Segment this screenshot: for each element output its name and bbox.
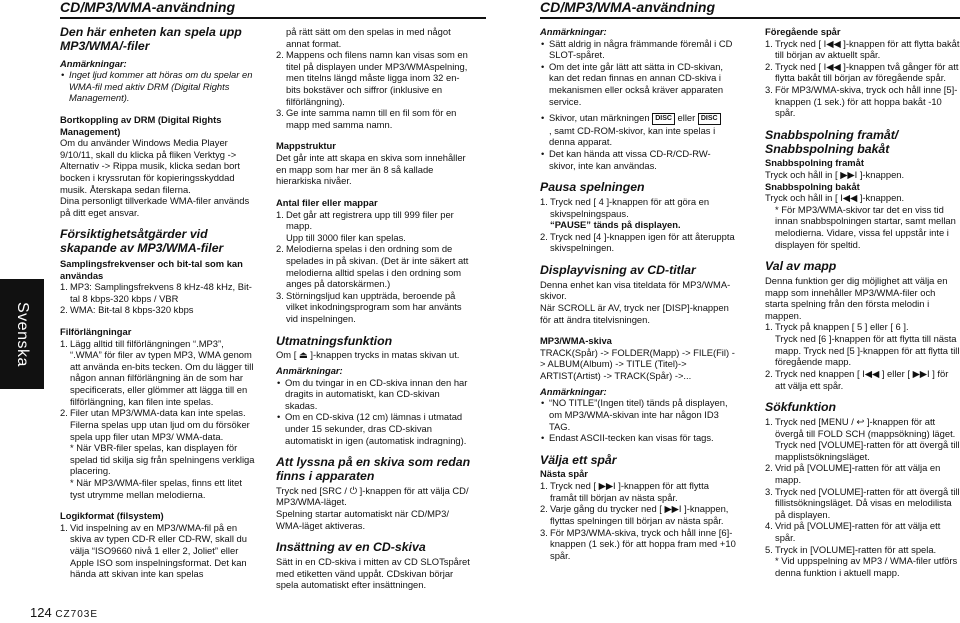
drm-title: Bortkoppling av DRM (Digital Rights Management) <box>60 113 222 137</box>
column-3 <box>540 26 736 561</box>
drm-body: Om du använder Windows Media Player 9/10/11, skall du klicka på fliken Verktyg -> Alternativ -> Rippa musik, klicka sedan bort bocken i kryssrutan för kopieringsskyddad musik. Återskapa sedan filerna. <box>60 137 241 195</box>
subheading-fast-forward: Snabbspolning framåt <box>765 157 864 169</box>
subheading-frequency: Samplingsfrekvenser och bit-tal som kan användas <box>60 257 243 281</box>
list-item: 1. Tryck ned [ ▶▶I ]-knappen för att flytta framåt till början av nästa spår. <box>540 480 736 503</box>
section-heading-drm: Den här enheten kan spela upp MP3/WMA/-filer <box>60 25 242 53</box>
note-text: , samt CD-ROM-skivor, kan inte spelas i denna apparat. <box>549 124 716 148</box>
section-heading-listen: Att lyssna på en skiva som redan finns i apparaten <box>276 455 471 484</box>
list-item: 3. Ge inte samma namn till en fil som för en mapp med samma namn. <box>276 107 472 130</box>
list-item: 2. Melodierna spelas i den ordning som de spelades in på skivan. (Det är inte säkert att melodierna alltid spelas i den ordning som anges på datorskärmen.) <box>276 243 472 289</box>
note-item: • Om du tvingar in en CD-skiva innan den har dragits in automatiskt, kan CD-skivan skadas. <box>276 377 472 412</box>
list-item: 5. Tryck in [VOLUME]-ratten för att spela. <box>765 544 960 556</box>
drm-body-2: Dina personligt tillverkade WMA-filer används på ditt eget ansvar. <box>60 195 250 218</box>
section-heading-select-track: Välja ett spår <box>540 452 617 467</box>
list-item: 2. Mappens och filens namn kan visas som en titel på displayen under MP3/WMAspelning, men titelns längd måste ligga inom 32 en-bits bokstäver och siffror (inklusive en filförlängning). <box>276 49 472 107</box>
notes-label: Anmärkningar: <box>540 26 607 37</box>
note-text: eller <box>677 112 696 124</box>
list-item: 1. Det går att registrera upp till 999 filer per mapp. <box>276 209 472 232</box>
listen-text: Tryck ned [SRC / ⏻ ]-knappen för att välja CD/ MP3/WMA-läget. <box>276 484 469 508</box>
section-heading-pause: Pausa spelningen <box>540 180 645 195</box>
footnote: * När VBR-filer spelas, kan displayen för spelad tid skilja sig från spelningens verkliga placering. <box>70 442 255 477</box>
note-item: • Det kan hända att vissa CD-R/CD-RW-skivor, inte kan användas. <box>540 148 736 171</box>
section-heading-eject: Utmatningsfunktion <box>276 333 393 348</box>
eject-text: Om [ ⏏ ]-knappen trycks in matas skivan ut. <box>276 349 460 361</box>
note-item-disc-logos <box>540 112 736 148</box>
list-item: 2. Tryck ned knappen [ I◀◀ ] eller [ ▶▶I ] för att välja ett spår. <box>765 368 960 391</box>
page-footer <box>30 605 98 621</box>
notes-label: Anmärkningar: <box>276 365 343 376</box>
subheading-logic-format: Logikformat (filsystem) <box>60 510 164 522</box>
footnote: * Vid uppspelning av MP3 / WMA-filer utförs denna funktion i aktuell mapp. <box>775 555 958 578</box>
list-item-continuation: “PAUSE” tänds på displayen. <box>550 219 681 231</box>
page-header-right: CD/MP3/WMA-användning <box>540 0 960 19</box>
subheading-mp3-wma-disc: MP3/WMA-skiva <box>540 335 612 347</box>
footnote: * När MP3/WMA-filer spelas, finns ett litet tyst utrymme mellan melodierna. <box>70 476 242 500</box>
list-item: 4. Vrid på [VOLUME]-ratten för att välja ett spår. <box>765 520 960 543</box>
fr-text: Tryck och håll in [ I◀◀ ]-knappen. <box>765 192 905 204</box>
list-item: 1. Vid inspelning av en MP3/WMA-fil på en skiva av typen CD-R eller CD-RW, skall du välja “ISO9660 nivå 1 eller 2, Joliet” eller Apple ISO som inspelningsformat. Det kan hända att skivan inte kan spelas <box>60 522 256 580</box>
subheading-previous-track: Föregående spår <box>765 26 841 37</box>
compact-disc-logo-icon: DISC <box>652 113 675 125</box>
subheading-extensions: Filförlängningar <box>60 326 132 338</box>
list-item-continuation: Tryck ned [6 ]-knappen för att flytta till nästa mapp. Tryck ned [5 ]-knappen för att flytta till föregående mapp. <box>775 333 960 368</box>
notes-label: Anmärkningar: <box>60 57 127 69</box>
list-item: 2. WMA: Bit-tal 8 kbps-320 kbps <box>60 304 256 316</box>
section-heading-search: Sökfunktion <box>765 400 837 415</box>
notes-label: Anmärkningar: <box>540 385 607 397</box>
title-text: Denna enhet kan visa titeldata för MP3/WMA-skivor. <box>540 278 731 302</box>
language-side-tab <box>0 279 44 389</box>
list-item: 3. För MP3/WMA-skiva, tryck och håll inne [6]-knappen (1 sek.) för att hoppa fram med +10 spår. <box>540 527 736 562</box>
note-item: • Sätt aldrig in några främmande föremål i CD SLOT-spåret. <box>540 38 736 61</box>
list-item: 2. Vrid på [VOLUME]-ratten för att välja en mapp. <box>765 462 960 485</box>
note-item: • Inget ljud kommer att höras om du spelar en WMA-fil med aktiv DRM (Digital Rights Management). <box>60 69 256 104</box>
note-item: • Endast ASCII-tecken kan visas för tags. <box>540 432 736 444</box>
list-item: 1. MP3: Samplingsfrekvens 8 kHz-48 kHz, Bit-tal 8 kbps-320 kbps / VBR <box>60 281 256 304</box>
subheading-file-count: Antal filer eller mappar <box>276 196 378 208</box>
note-text: Skivor, utan märkningen <box>549 112 650 124</box>
folder-text: Det går inte att skapa en skiva som innehåller en mapp som har mer än 8 så kallade hierarkiska nivåer. <box>276 152 466 187</box>
list-item: 3. Tryck ned [VOLUME]-ratten för att övergå till fillistsökningsläget. Då visas en melodilista på displayen. <box>765 486 960 521</box>
list-item: 1. Tryck på knappen [ 5 ] eller [ 6 ]. <box>765 321 960 333</box>
list-item: 1. Lägg alltid till filförlängningen “.MP3”, “.WMA” för filer av typen MP3, WMA genom att använda en-bits tecken. Om du lägger till någon annan filförlängning än de som har specificerats, eller glömmer att lägga till en filförlängning, kan filen inte spelas. <box>60 338 256 408</box>
section-heading-fast-forward: Snabbspolning framåt/ Snabbspolning bakåt <box>765 127 899 156</box>
insert-text: Sätt in en CD-skiva i mitten av CD SLOTspåret med etiketten vänd uppåt. CDskivan börjar spela automatiskt efter insättningen. <box>276 556 470 591</box>
list-item: 2. Tryck ned [ I◀◀ ]-knappen två gånger för att flytta bakåt till början av föregående spår. <box>765 61 960 84</box>
list-item: 2. Tryck ned [4 ]-knappen igen för att återuppta skivspelningen. <box>540 231 736 254</box>
section-heading-folder-select: Val av mapp <box>765 259 837 274</box>
note-item: • “NO TITLE”(Ingen titel) tänds på displayen, om MP3/WMA-skivan inte har någon ID3 TAG. <box>540 397 736 432</box>
ff-text: Tryck och håll in [ ▶▶I ]-knappen. <box>765 169 905 181</box>
note-item: • Om det inte går lätt att sätta in CD-skivan, kan det redan finnas en annan CD-skiva i mekanismen eller också kräver apparaten service. <box>540 61 736 107</box>
subheading-next-track: Nästa spår <box>540 468 588 480</box>
list-item: 2. Filer utan MP3/WMA-data kan inte spelas. Filerna spelas upp utan ljud om du försöker spela upp filer utan MP3/ WMA-data. <box>60 407 256 442</box>
list-item: 3. Störningsljud kan uppträda, beroende på vilket inkodningsprogram som har använts vid inspelningen. <box>276 290 472 325</box>
column-4 <box>765 26 960 578</box>
section-heading-cd-titles: Displayvisning av CD-titlar <box>540 263 696 278</box>
column-1 <box>60 26 256 580</box>
page-header-left: CD/MP3/WMA-användning <box>60 0 486 19</box>
section-heading-insert: Insättning av en CD-skiva <box>276 540 426 555</box>
continued-text: på rätt sätt om den spelas in med något annat format. <box>286 26 451 49</box>
display-sequence: TRACK(Spår) -> FOLDER(Mapp) -> FILE(Fil) -> ALBUM(Album) -> TITLE (Titel)-> ARTIST(Artist) -> TRACK(Spår) ->... <box>540 346 735 382</box>
list-item-continuation: Upp till 3000 filer kan spelas. <box>286 231 406 243</box>
list-item: 1. Tryck ned [MENU / ↩ ]-knappen för att övergå till FOLD SCH (mappsökning) läget. Tryck ned [VOLUME]-ratten för att övergå till mapplistsökningsläget. <box>765 416 960 462</box>
language-label: Svenska <box>13 301 31 367</box>
folder-select-text: Denna funktion ger dig möjlighet att välja en mapp som innehåller MP3/WMA-filer och starta spelning från den första melodin i mappen. <box>765 275 948 321</box>
section-heading-safety: Försiktighetsåtgärder vid skapande av MP3/WMA-filer <box>60 227 224 256</box>
subheading-fast-reverse: Snabbspolning bakåt <box>765 180 860 192</box>
list-item: 1. Tryck ned [ I◀◀ ]-knappen för att flytta bakåt till början av aktuellt spår. <box>765 38 960 61</box>
list-item: 3. För MP3/WMA-skiva, tryck och håll inne [5]-knappen (1 sek.) för att hoppa bakåt -10 spår. <box>765 84 960 119</box>
column-2 <box>276 26 472 591</box>
list-item: 2. Varje gång du trycker ned [ ▶▶I ]-knappen, flyttas spelningen till början av nästa spår. <box>540 503 736 526</box>
listen-text-2: Spelning startar automatiskt när CD/MP3/ WMA-läget aktiveras. <box>276 508 449 531</box>
model-name: CZ703E <box>55 609 99 620</box>
title-text-2: När SCROLL är AV, tryck ner [DISP]-knappen för att ändra titelvisningen. <box>540 302 729 325</box>
footnote: * För MP3/WMA-skivor tar det en viss tid innan snabbspolningen startar, samt mellan melodierna. Vidare, vissa fel uppstår inte i displayen för speltid. <box>775 203 956 250</box>
compact-disc-digital-audio-logo-icon: DISC <box>698 113 721 125</box>
note-item: • Om en CD-skiva (12 cm) lämnas i utmatad under 15 sekunder, dras CD-skivan automatiskt in igen (automatisk indragning). <box>276 411 472 446</box>
page-number: 124 <box>30 605 52 620</box>
list-item: 1. Tryck ned [ 4 ]-knappen för att göra en skivspelningspaus. <box>540 196 736 219</box>
subheading-folder-structure: Mappstruktur <box>276 140 336 152</box>
